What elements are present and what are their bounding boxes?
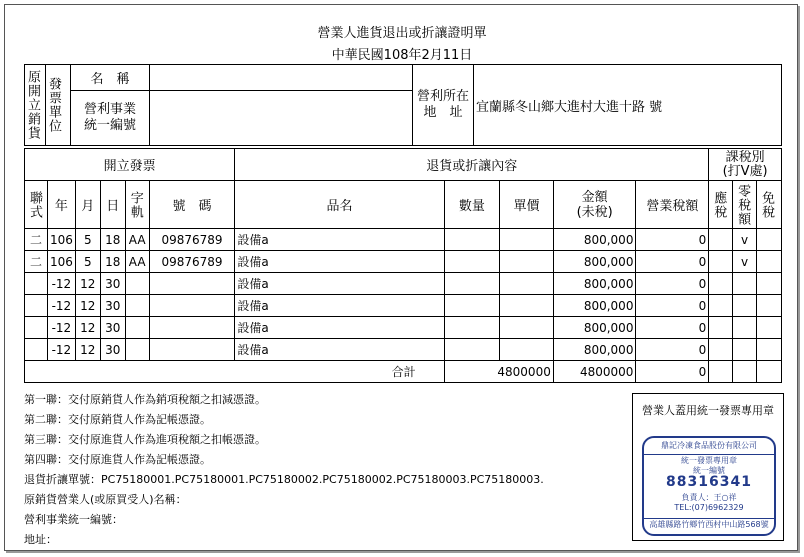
- cell-month: 5: [75, 229, 100, 251]
- cell-price: [500, 339, 554, 361]
- cell-amount: 800,000: [553, 295, 636, 317]
- cell-tax: 0: [636, 295, 709, 317]
- col-header-item: 品名: [235, 181, 444, 229]
- cell-number: [149, 295, 235, 317]
- table-row: [25, 229, 782, 251]
- cell-number: [149, 273, 235, 295]
- note-4: 第四聯：交付原進貨人作為記帳憑證。: [24, 453, 211, 466]
- cell-exempt: [757, 339, 782, 361]
- buyer-address-label: 地址：: [24, 533, 57, 546]
- cell-price: [500, 229, 554, 251]
- items-body: [25, 229, 782, 361]
- stamp-box: [632, 393, 784, 541]
- cell-day: 18: [100, 251, 125, 273]
- cell-tax: 0: [636, 251, 709, 273]
- cell-tax: 0: [636, 317, 709, 339]
- document-date: 中華民國108年2月11日: [331, 48, 473, 63]
- cell-exempt: [757, 273, 782, 295]
- table-row: [25, 251, 782, 273]
- col-header-year: 年: [47, 181, 75, 229]
- cell-exempt: [757, 251, 782, 273]
- cell-day: 30: [100, 273, 125, 295]
- seller-name-label: 名 稱: [71, 65, 150, 91]
- cell-taxable: [709, 273, 733, 295]
- cell-month: 12: [75, 295, 100, 317]
- table-row: [25, 295, 782, 317]
- cell-number: 09876789: [149, 229, 235, 251]
- cell-tax: 0: [636, 339, 709, 361]
- cell-exempt: [757, 317, 782, 339]
- cell-price: [500, 251, 554, 273]
- total-taxable: [709, 361, 733, 383]
- cell-item: 設備a: [235, 317, 444, 339]
- cell-day: 30: [100, 317, 125, 339]
- cell-month: 5: [75, 251, 100, 273]
- cell-track: [125, 273, 149, 295]
- cell-track: [125, 339, 149, 361]
- total-qty: 4800000: [444, 361, 553, 383]
- tax-type-group-header: 課稅別 (打V處): [709, 149, 782, 181]
- cell-price: [500, 317, 554, 339]
- return-number: 退貨折讓單號：PC75180001.PC75180001.PC75180002.PC75180002.PC75180003.PC75180003.: [24, 473, 544, 486]
- cell-year: 106: [47, 229, 75, 251]
- cell-year: 106: [47, 251, 75, 273]
- seller-table: [24, 64, 782, 146]
- note-2: 第二聯：交付原銷貨人作為記帳憑證。: [24, 413, 211, 426]
- cell-month: 12: [75, 317, 100, 339]
- total-tax: 0: [636, 361, 709, 383]
- cell-amount: 800,000: [553, 251, 636, 273]
- stamp-address: 高雄縣路竹鄉竹西村中山路568號: [644, 518, 774, 530]
- invoice-group-header: 開立發票: [25, 149, 235, 181]
- buyer-tax-id-label: 營利事業統一編號：: [24, 513, 123, 526]
- cell-month: 12: [75, 273, 100, 295]
- cell-qty: [444, 229, 500, 251]
- cell-taxable: [709, 339, 733, 361]
- cell-exempt: [757, 295, 782, 317]
- cell-track: [125, 317, 149, 339]
- col-header-exempt: 免稅: [757, 181, 782, 229]
- cell-number: [149, 317, 235, 339]
- col-header-type: 聯式: [25, 181, 48, 229]
- seller-unit-label: 發票單位: [46, 65, 71, 146]
- company-stamp: [642, 436, 776, 536]
- stamp-tax-id: 88316341: [666, 474, 752, 490]
- note-3: 第三聯：交付原進貨人作為進項稅額之扣帳憑證。: [24, 433, 266, 446]
- cell-track: [125, 295, 149, 317]
- cell-zero: [733, 339, 757, 361]
- cell-type: [25, 295, 48, 317]
- cell-amount: 800,000: [553, 273, 636, 295]
- total-amount: 4800000: [553, 361, 636, 383]
- table-row: [25, 317, 782, 339]
- cell-year: -12: [47, 339, 75, 361]
- cell-type: [25, 339, 48, 361]
- stamp-owner: 負責人：王○祥: [681, 493, 737, 502]
- cell-item: 設備a: [235, 273, 444, 295]
- cell-exempt: [757, 229, 782, 251]
- cell-amount: 800,000: [553, 339, 636, 361]
- seller-address-label: 營利所在 地 址: [413, 65, 474, 146]
- cell-taxable: [709, 295, 733, 317]
- seller-address-value: 宜蘭縣冬山鄉大進村大進十路 號: [474, 65, 782, 146]
- cell-item: 設備a: [235, 339, 444, 361]
- cell-qty: [444, 273, 500, 295]
- cell-qty: [444, 339, 500, 361]
- stamp-tel: TEL:(07)6962329: [674, 503, 744, 512]
- cell-amount: 800,000: [553, 229, 636, 251]
- cell-zero: v: [733, 251, 757, 273]
- buyer-name-label: 原銷貨營業人(或原買受人)名稱：: [24, 493, 187, 506]
- seller-name-value: [150, 65, 413, 91]
- cell-taxable: [709, 251, 733, 273]
- cell-qty: [444, 317, 500, 339]
- cell-item: 設備a: [235, 251, 444, 273]
- cell-tax: 0: [636, 273, 709, 295]
- total-zero: [733, 361, 757, 383]
- cell-month: 12: [75, 339, 100, 361]
- cell-zero: [733, 317, 757, 339]
- col-header-tax: 營業稅額: [636, 181, 709, 229]
- col-header-track: 字軌: [125, 181, 149, 229]
- seller-tax-id-value: [150, 91, 413, 146]
- col-header-amount: 金額 (未稅): [553, 181, 636, 229]
- cell-amount: 800,000: [553, 317, 636, 339]
- cell-item: 設備a: [235, 295, 444, 317]
- col-header-zero: 零稅額: [733, 181, 757, 229]
- total-exempt: [757, 361, 782, 383]
- stamp-line3: 統一編號: [693, 466, 725, 475]
- cell-number: 09876789: [149, 251, 235, 273]
- table-row: [25, 339, 782, 361]
- cell-number: [149, 339, 235, 361]
- cell-zero: [733, 295, 757, 317]
- document-title: 營業人進貨退出或折讓證明單: [317, 26, 487, 41]
- cell-year: -12: [47, 295, 75, 317]
- col-header-number: 號 碼: [149, 181, 235, 229]
- cell-price: [500, 295, 554, 317]
- col-header-price: 單價: [500, 181, 554, 229]
- cell-type: 二: [25, 251, 48, 273]
- cell-tax: 0: [636, 229, 709, 251]
- cell-zero: v: [733, 229, 757, 251]
- col-header-taxable: 應稅: [709, 181, 733, 229]
- cell-qty: [444, 295, 500, 317]
- cell-track: AA: [125, 229, 149, 251]
- cell-year: -12: [47, 273, 75, 295]
- total-label: 合計: [25, 361, 445, 383]
- cell-item: 設備a: [235, 229, 444, 251]
- stamp-box-label: 營業人蓋用統一發票專用章: [642, 404, 774, 417]
- col-header-qty: 數量: [444, 181, 500, 229]
- return-group-header: 退貨或折讓內容: [235, 149, 709, 181]
- stamp-company: 鼎記冷凍食品股份有限公司: [661, 441, 757, 450]
- col-header-day: 日: [100, 181, 125, 229]
- cell-taxable: [709, 229, 733, 251]
- cell-type: 二: [25, 229, 48, 251]
- cell-type: [25, 317, 48, 339]
- seller-tax-id-label: 營利事業 統一編號: [71, 91, 150, 146]
- note-1: 第一聯：交付原銷貨人作為銷項稅額之扣減憑證。: [24, 393, 266, 406]
- seller-group-label: 原開立銷貨: [25, 65, 46, 146]
- cell-track: AA: [125, 251, 149, 273]
- cell-type: [25, 273, 48, 295]
- items-table: [24, 148, 782, 383]
- table-row: [25, 273, 782, 295]
- cell-price: [500, 273, 554, 295]
- col-header-month: 月: [75, 181, 100, 229]
- cell-year: -12: [47, 317, 75, 339]
- cell-qty: [444, 251, 500, 273]
- cell-taxable: [709, 317, 733, 339]
- cell-day: 30: [100, 295, 125, 317]
- cell-day: 30: [100, 339, 125, 361]
- cell-day: 18: [100, 229, 125, 251]
- cell-zero: [733, 273, 757, 295]
- stamp-line2: 統一發票專用章: [644, 454, 774, 466]
